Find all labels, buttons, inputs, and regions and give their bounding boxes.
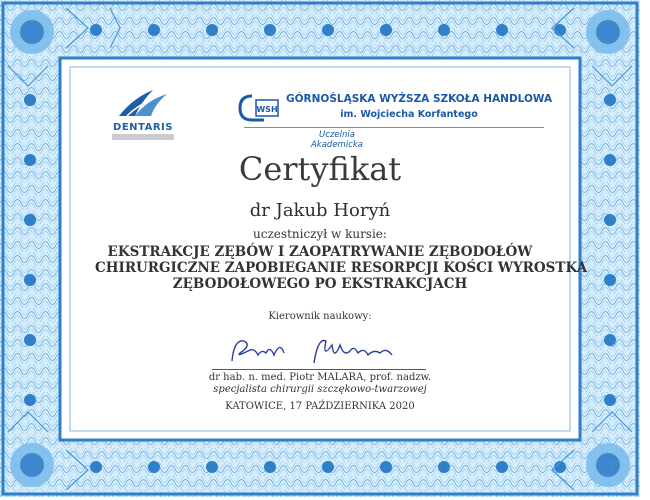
certificate-title: Certyfikat bbox=[238, 150, 402, 188]
place-date: KATOWICE, 17 PAŹDZIERNIKA 2020 bbox=[225, 401, 415, 412]
signature-line bbox=[212, 369, 426, 370]
supervisor-name: dr hab. n. med. Piotr MALARA, prof. nadzw. bbox=[208, 372, 432, 383]
gwsh-logo-icon bbox=[236, 92, 282, 124]
school-tagline: Uczelnia Akademicka bbox=[310, 130, 364, 150]
course-title-line: CHIRURGICZNE ZAPOBIEGANIE RESORPCJI KOŚCI WYROSTKA bbox=[95, 260, 588, 276]
course-title-line: ZĘBODOŁOWEGO PO EKSTRAKCJACH bbox=[172, 276, 468, 292]
gwsh-mark-text: WSH bbox=[256, 105, 278, 114]
logo-divider bbox=[244, 127, 544, 128]
participation-text: uczestniczył w kursie: bbox=[253, 227, 387, 241]
dentaris-underbar bbox=[112, 134, 174, 140]
school-name: GÓRNOŚLĄSKA WYŻSZA SZKOŁA HANDLOWA bbox=[286, 93, 553, 105]
dentaris-swoosh-icon bbox=[113, 86, 173, 120]
course-title-line: EKSTRAKCJE ZĘBÓW I ZAOPATRYWANIE ZĘBODOŁÓW bbox=[107, 244, 533, 260]
course-title bbox=[95, 244, 588, 292]
dentaris-logo bbox=[97, 86, 189, 140]
supervisor-signature bbox=[214, 331, 414, 371]
dentaris-wordmark: DENTARIS bbox=[113, 122, 173, 133]
supervisor-specialty: specjalista chirurgii szczękowo-twarzowej bbox=[213, 384, 427, 395]
school-patron: im. Wojciecha Korfantego bbox=[340, 109, 478, 120]
recipient-name: dr Jakub Horyń bbox=[249, 200, 391, 221]
supervisor-label: Kierownik naukowy: bbox=[268, 311, 372, 322]
